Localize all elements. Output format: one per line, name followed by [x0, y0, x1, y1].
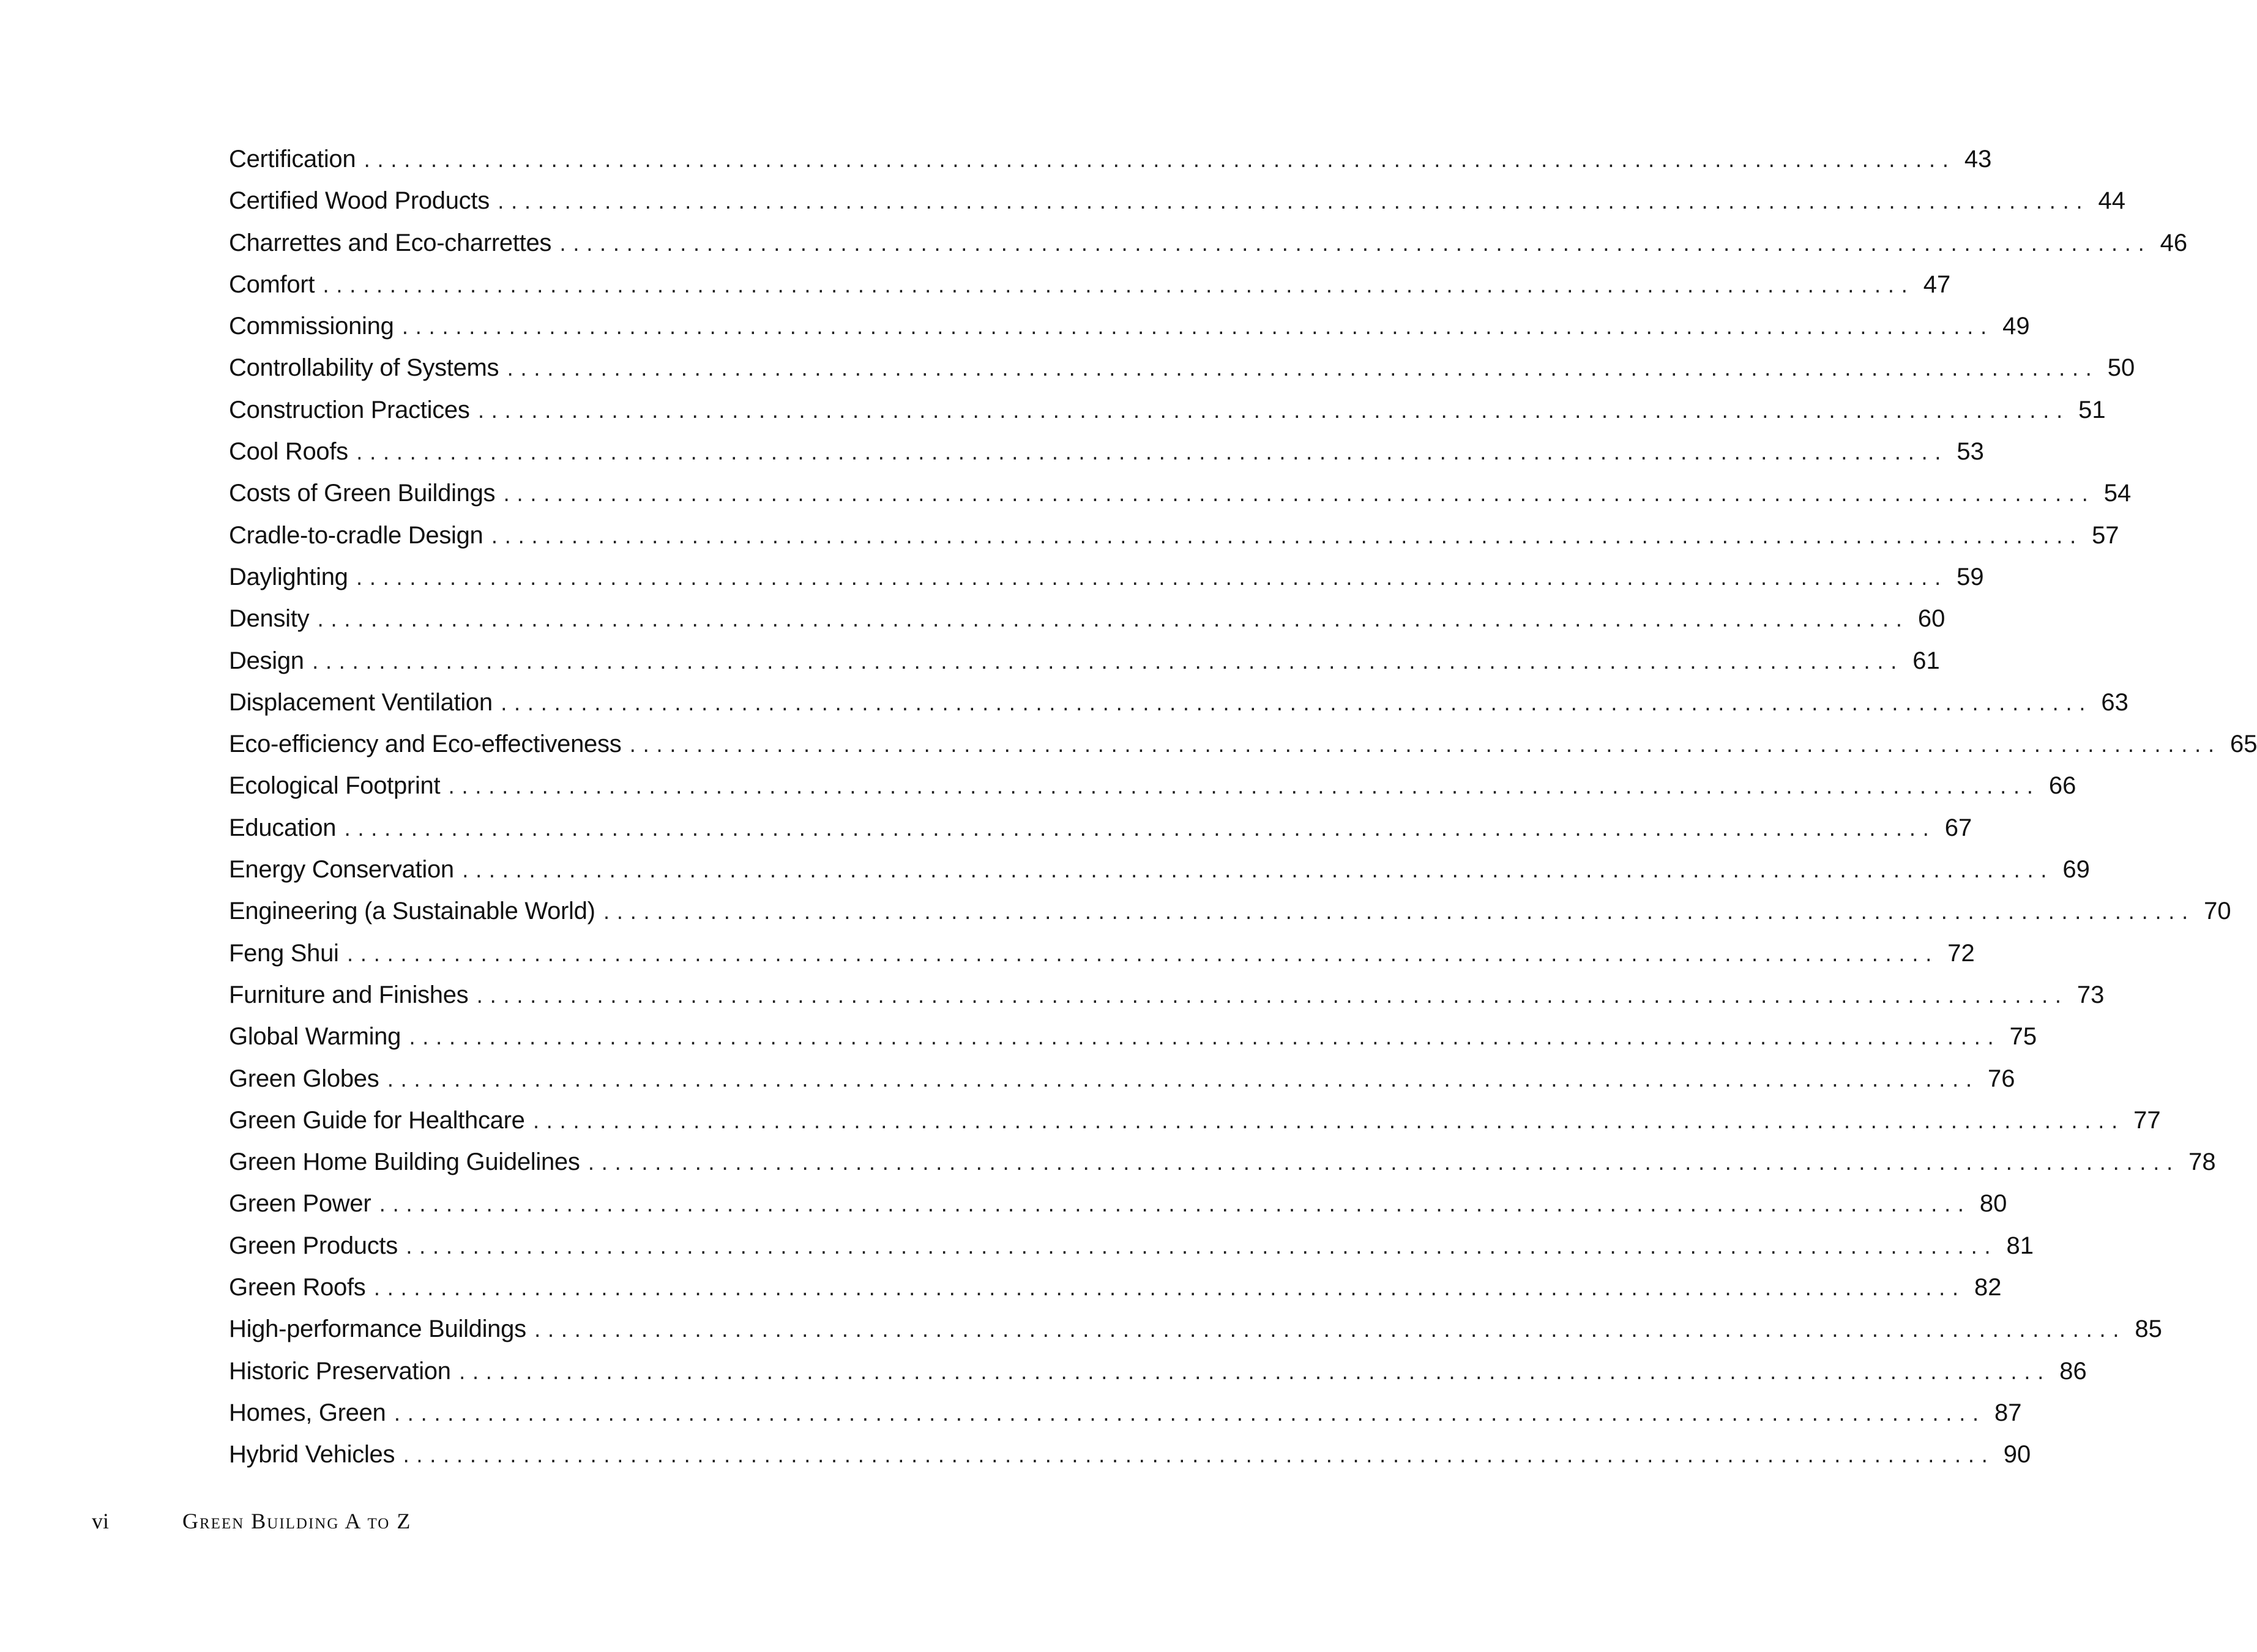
dot-leader: .......................................................................................................................: [498, 694, 2091, 715]
dot-leader: .......................................................................................................................: [501, 485, 2094, 506]
dot-leader: .......................................................................................................................: [315, 611, 1908, 631]
dot-leader: .......................................................................................................................: [345, 945, 1937, 966]
toc-entry-page: 69: [2062, 856, 2090, 884]
toc-entry-page: 76: [1987, 1065, 2015, 1092]
toc-entry: [229, 1434, 2031, 1475]
toc-entry: [229, 682, 2128, 723]
toc-entry-title: Construction Practices: [229, 396, 470, 423]
toc-entry: [229, 347, 2135, 389]
toc-entry-title: Green Power: [229, 1190, 371, 1218]
toc-entry: [229, 598, 1945, 639]
toc-entry: [229, 932, 1975, 974]
toc-entry-page: 67: [1944, 814, 1972, 841]
toc-entry-title: Density: [229, 605, 310, 633]
toc-entry: [229, 305, 2030, 347]
toc-entry-page: 72: [1947, 939, 1975, 967]
dot-leader: .......................................................................................................................: [627, 736, 2220, 757]
toc-entry-title: High-performance Buildings: [229, 1315, 526, 1343]
dot-leader: .......................................................................................................................: [371, 1279, 1964, 1300]
toc-entry-title: Green Guide for Healthcare: [229, 1106, 525, 1134]
dot-leader: .......................................................................................................................: [489, 527, 2081, 548]
toc-entry-title: Green Products: [229, 1232, 398, 1259]
toc-entry-page: 66: [2048, 772, 2076, 800]
dot-leader: .......................................................................................................................: [401, 1446, 1993, 1467]
toc-entry: [229, 1141, 2216, 1183]
toc-entry-title: Certified Wood Products: [229, 187, 490, 215]
dot-leader: .......................................................................................................................: [321, 276, 1913, 297]
dot-leader: .......................................................................................................................: [354, 568, 1946, 589]
toc-entry: [229, 1058, 2015, 1099]
toc-entry: [229, 1308, 2162, 1350]
toc-entry-page: 70: [2204, 898, 2231, 925]
toc-entry: [229, 264, 1951, 305]
toc-entry-title: Cool Roofs: [229, 438, 348, 466]
toc-entry: [229, 890, 2231, 932]
toc-entry-title: Comfort: [229, 270, 315, 298]
dot-leader: .......................................................................................................................: [495, 193, 2087, 214]
dot-leader: .......................................................................................................................: [558, 234, 2150, 255]
dot-leader: .......................................................................................................................: [342, 819, 1934, 840]
toc-entry: [229, 222, 2188, 264]
dot-leader: .......................................................................................................................: [400, 318, 1992, 339]
toc-entry-title: Design: [229, 647, 304, 674]
toc-entry-page: 81: [2006, 1232, 2034, 1259]
table-of-contents: [229, 138, 2257, 1476]
toc-entry-page: 63: [2101, 688, 2128, 716]
toc-entry: [229, 180, 2125, 221]
dot-leader: .......................................................................................................................: [476, 401, 2068, 422]
toc-entry-page: 77: [2133, 1106, 2161, 1134]
toc-entry-title: Costs of Green Buildings: [229, 480, 496, 507]
toc-entry-page: 61: [1912, 647, 1940, 674]
toc-entry: [229, 1350, 2087, 1392]
toc-entry-title: Education: [229, 814, 337, 841]
toc-entry: [229, 974, 2105, 1016]
toc-entry: [229, 1267, 2002, 1308]
toc-entry-page: 65: [2229, 731, 2257, 758]
toc-entry-title: Displacement Ventilation: [229, 688, 493, 716]
toc-entry-title: Green Globes: [229, 1065, 379, 1092]
toc-entry-title: Historic Preservation: [229, 1357, 451, 1385]
toc-entry-title: Controllability of Systems: [229, 354, 499, 382]
toc-entry: [229, 640, 1940, 682]
toc-entry-title: Cradle-to-cradle Design: [229, 521, 483, 549]
toc-entry-title: Certification: [229, 146, 356, 173]
page-number: vi: [92, 1509, 110, 1533]
toc-entry-title: Green Home Building Guidelines: [229, 1148, 580, 1176]
toc-entry-page: 90: [2003, 1441, 2031, 1468]
running-head: Green Building A to Z: [182, 1509, 412, 1533]
toc-entry-page: 54: [2103, 480, 2132, 507]
toc-entry: [229, 1392, 2022, 1434]
toc-entry-page: 50: [2107, 354, 2135, 382]
toc-entry-page: 80: [1979, 1190, 2007, 1218]
dot-leader: .......................................................................................................................: [446, 778, 2039, 798]
toc-entry-page: 49: [2002, 313, 2030, 340]
toc-entry-title: Energy Conservation: [229, 856, 454, 884]
dot-leader: .......................................................................................................................: [392, 1404, 1984, 1425]
toc-entry: [229, 1183, 2007, 1224]
toc-entry-title: Feng Shui: [229, 939, 339, 967]
toc-entry-page: 53: [1957, 438, 1984, 466]
toc-entry-title: Ecological Footprint: [229, 772, 441, 800]
toc-entry-page: 87: [1994, 1399, 2022, 1426]
toc-entry-page: 86: [2059, 1357, 2087, 1385]
toc-entry-title: Commissioning: [229, 313, 394, 340]
toc-entry: [229, 765, 2076, 806]
toc-entry-page: 57: [2092, 521, 2119, 549]
toc-entry: [229, 807, 1972, 849]
dot-leader: .......................................................................................................................: [354, 444, 1946, 464]
toc-entry: [229, 472, 2132, 514]
dot-leader: .......................................................................................................................: [601, 903, 2193, 924]
dot-leader: .......................................................................................................................: [385, 1070, 1977, 1091]
toc-entry-page: 75: [2009, 1023, 2037, 1051]
dot-leader: .......................................................................................................................: [407, 1029, 1999, 1049]
dot-leader: .......................................................................................................................: [460, 861, 2052, 882]
toc-entry: [229, 138, 1992, 180]
dot-leader: .......................................................................................................................: [586, 1154, 2178, 1175]
toc-entry-title: Green Roofs: [229, 1274, 366, 1301]
toc-entry-page: 82: [1974, 1274, 2002, 1301]
dot-leader: .......................................................................................................................: [532, 1321, 2124, 1342]
dot-leader: .......................................................................................................................: [362, 151, 1954, 171]
toc-entry-title: Furniture and Finishes: [229, 981, 469, 1008]
dot-leader: .......................................................................................................................: [457, 1363, 2049, 1383]
toc-entry-page: 51: [2078, 396, 2106, 423]
toc-entry-title: Homes, Green: [229, 1399, 386, 1426]
toc-entry: [229, 389, 2106, 431]
toc-entry-page: 73: [2076, 981, 2105, 1008]
toc-entry: [229, 515, 2119, 556]
toc-entry: [229, 723, 2257, 765]
toc-entry-title: Engineering (a Sustainable World): [229, 898, 595, 925]
toc-entry-title: Daylighting: [229, 563, 348, 590]
toc-entry: [229, 849, 2090, 890]
dot-leader: .......................................................................................................................: [531, 1112, 2123, 1133]
toc-entry-title: Global Warming: [229, 1023, 401, 1051]
toc-entry-page: 60: [1917, 605, 1945, 633]
toc-entry-title: Charrettes and Eco-charrettes: [229, 229, 552, 256]
toc-entry-page: 47: [1923, 270, 1951, 298]
dot-leader: .......................................................................................................................: [377, 1196, 1969, 1216]
dot-leader: .......................................................................................................................: [474, 986, 2067, 1007]
toc-entry-page: 59: [1957, 563, 1984, 590]
toc-entry-page: 44: [2098, 187, 2125, 215]
toc-entry-page: 85: [2135, 1315, 2162, 1343]
dot-leader: .......................................................................................................................: [505, 360, 2097, 381]
toc-entry-title: Hybrid Vehicles: [229, 1441, 395, 1468]
toc-entry: [229, 1099, 2161, 1141]
toc-entry-page: 78: [2188, 1148, 2216, 1176]
toc-entry: [229, 431, 1984, 472]
dot-leader: .......................................................................................................................: [310, 652, 1902, 673]
toc-entry-page: 46: [2160, 229, 2188, 256]
dot-leader: .......................................................................................................................: [403, 1237, 1996, 1258]
toc-entry: [229, 556, 1984, 598]
toc-entry: [229, 1016, 2037, 1057]
toc-entry: [229, 1225, 2034, 1267]
toc-entry-page: 43: [1964, 146, 1992, 173]
toc-entry-title: Eco-efficiency and Eco-effectiveness: [229, 731, 622, 758]
page-footer: [0, 1503, 1102, 1539]
